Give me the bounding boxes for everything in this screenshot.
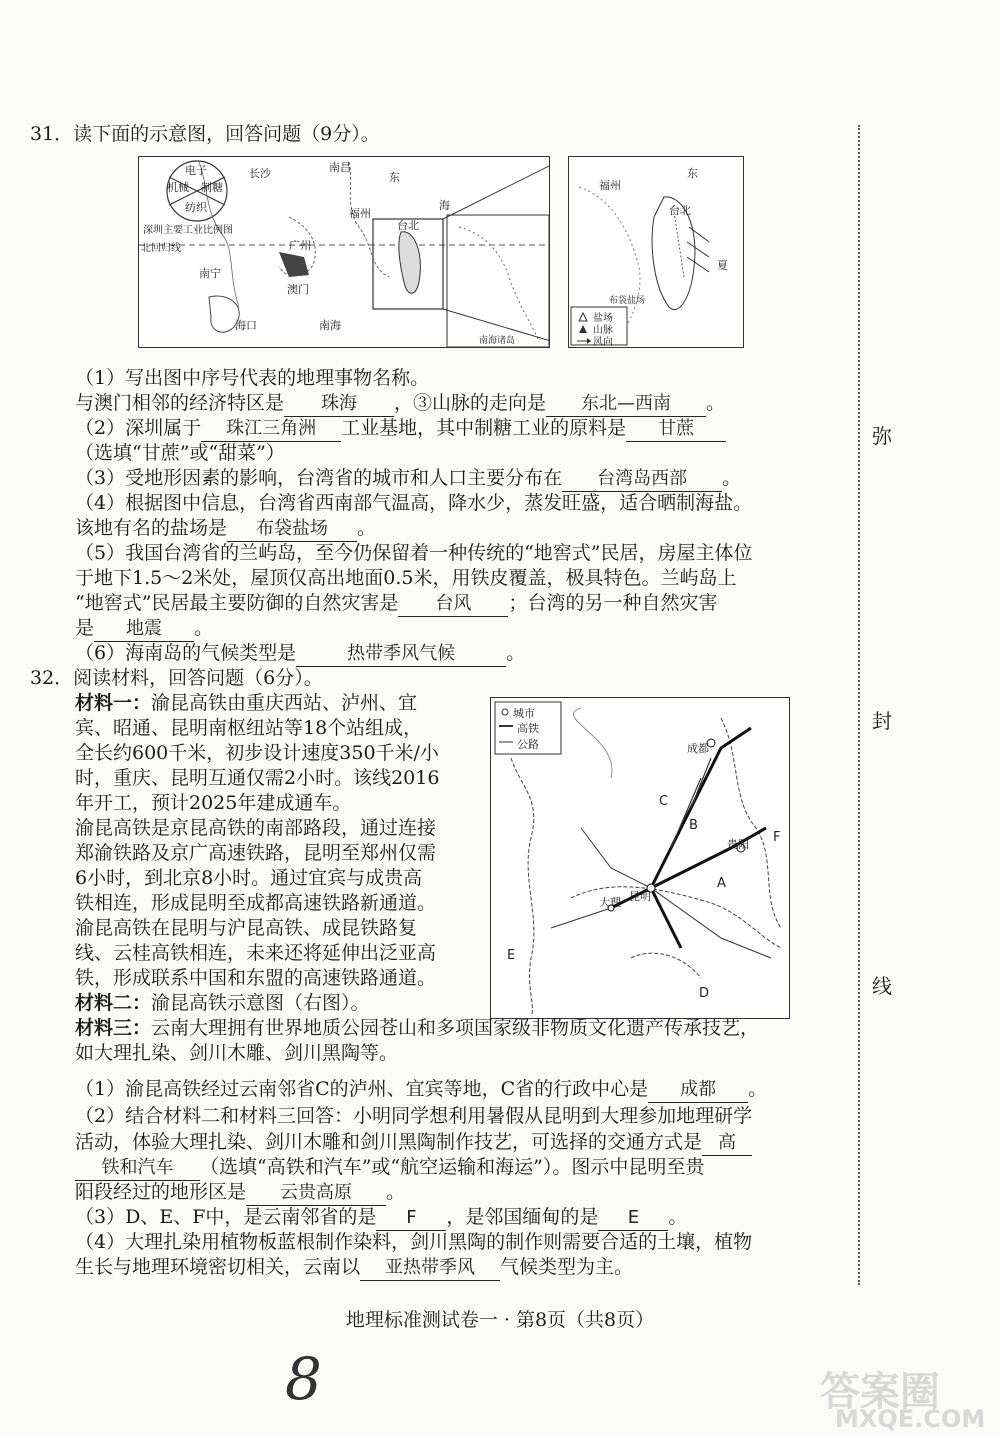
pie-label-electronics: 电子	[185, 164, 207, 177]
q31-line-8: （5）我国台湾省的兰屿岛，至今仍保留着一种传统的“地窖式”民居，房屋主体位	[75, 542, 753, 564]
period-5: 。	[506, 642, 526, 664]
q32-line-4-text: （选填“高铁和汽车”或“航空运输和海运”）。图示中昆明至贵	[200, 1156, 705, 1178]
pie-label-machinery: 机械	[167, 181, 189, 194]
watermark-logo: 答案圈	[820, 1369, 940, 1415]
q31-line-11-text: 是	[75, 617, 95, 639]
period-6: 。	[748, 1078, 768, 1100]
answer-special-zone: 珠海	[284, 392, 394, 417]
material-1-line-12: 铁，形成联系中国和东盟的高速铁路通道。	[75, 967, 437, 989]
q31-line-3	[75, 416, 726, 442]
handwritten-page-number: 8	[285, 1345, 322, 1413]
q32-line-5	[75, 1180, 405, 1206]
q32-line-8	[75, 1255, 633, 1281]
material-3	[75, 1016, 759, 1040]
answer-sugar-crop: 甘蔗	[626, 417, 726, 442]
material-1-line-7: 郑渝铁路及京广高速铁路，昆明至郑州仅需	[75, 842, 437, 864]
period-1: 。	[706, 392, 726, 414]
q32-line-2: （2）结合材料二和材料三回答：小明同学想利用暑假从昆明到大理参加地理研学	[75, 1105, 753, 1127]
q31-title: 31．读下面的示意图，回答问题（9分）。	[30, 123, 380, 145]
label-kunming: 昆明	[629, 890, 651, 903]
answer-transport-part-2: 铁和汽车	[75, 1156, 200, 1181]
q32-line-3	[75, 1130, 752, 1156]
material-1-label: 材料一：	[75, 692, 152, 714]
q32-line-6-text: （3）D、E、F中，是云南邻省的是	[75, 1206, 377, 1228]
label-dong: 东	[389, 171, 400, 184]
q31-map	[138, 156, 550, 348]
answer-landform: 云贵高原	[246, 1181, 386, 1206]
material-3-label: 材料三：	[75, 1017, 152, 1039]
period-4: 。	[194, 617, 214, 639]
inset-legend-mountain: 山脉	[593, 325, 613, 336]
label-region-e: E	[507, 948, 516, 963]
material-3-text-1: 云南大理拥有世界地质公园苍山和多项国家级非物质文化遗产传承技艺，	[151, 1017, 760, 1039]
material-1-line-1: 渝昆高铁由重庆西站、泸州、宜	[151, 692, 418, 714]
label-region-b: B	[689, 818, 698, 833]
q31-line-10	[75, 591, 717, 617]
material-1-line-8: 6小时，到北京8小时。通过宜宾与成贵高	[75, 867, 423, 889]
legend-road: 公路	[517, 738, 539, 751]
label-fuzhou: 福州	[349, 207, 371, 220]
side-char-mi: 弥	[872, 424, 892, 448]
material-1-line-10: 渝昆高铁在昆明与沪昆高铁、成昆铁路复	[75, 917, 418, 939]
material-1-line-3: 全长约600千米，初步设计速度350千米/小	[75, 742, 439, 764]
q31-line-12-text: （6）海南岛的气候类型是	[75, 642, 297, 664]
q31-line-3-text: （2）深圳属于	[75, 417, 202, 439]
label-nanning: 南宁	[199, 267, 221, 280]
label-haikou: 海口	[235, 319, 257, 332]
q31-line-6: （4）根据图中信息，台湾省西南部气温高，降水少，蒸发旺盛，适合晒制海盐。	[75, 492, 753, 514]
label-nanhai: 南海	[319, 319, 341, 332]
q31-line-12	[75, 641, 525, 667]
material-2	[75, 991, 370, 1015]
q32-line-1-text: （1）渝昆高铁经过云南邻省C的泸州、宜宾等地，C省的行政中心是	[75, 1078, 649, 1100]
period-2: 。	[722, 467, 742, 489]
pie-label-textile: 纺织	[185, 201, 207, 214]
q31-line-7	[75, 516, 376, 542]
material-2-text: 渝昆高铁示意图（右图）。	[151, 992, 370, 1014]
side-char-feng: 封	[872, 709, 892, 733]
material-2-label: 材料二：	[75, 992, 152, 1014]
period-7: 。	[386, 1181, 406, 1203]
binding-line	[858, 125, 860, 1285]
inset-label-taibei: 台北	[669, 204, 691, 217]
answer-yunnan-climate: 亚热带季风	[360, 1256, 500, 1281]
inset-label-dong: 东	[687, 167, 698, 180]
material-1-line-9: 铁相连，形成昆明至成都高速铁路新通道。	[75, 892, 437, 914]
pie-caption: 深圳主要工业比例图	[143, 225, 233, 236]
q31-line-9: 于地下1.5～2米处，屋顶仅高出地面0.5米，用铁皮覆盖，极具特色。兰屿岛上	[75, 567, 737, 589]
inset-legend-saltfield: 盐场	[593, 313, 613, 324]
watermark-url: MXQE.COM	[835, 1405, 986, 1433]
answer-transport-part-1: 高	[702, 1131, 752, 1156]
label-region-d: D	[699, 986, 710, 1001]
material-1-line-5: 年开工，预计2025年建成通车。	[75, 792, 352, 814]
label-region-f: F	[773, 830, 781, 845]
q32-m1-line-1	[75, 691, 417, 715]
inset-label-fuzhou: 福州	[599, 179, 621, 192]
page-footer: 地理标准测试卷一 · 第8页（共8页）	[345, 1309, 655, 1331]
answer-disaster-2: 地震	[94, 617, 194, 642]
label-dali: 大理	[599, 896, 621, 909]
q32-line-6-mid: ，是邻国缅甸的是	[446, 1206, 599, 1228]
q32-map	[490, 697, 790, 1019]
label-region-c: C	[659, 794, 669, 809]
q31-line-5-text: （3）受地形因素的影响，台湾省的城市和人口主要分布在	[75, 467, 563, 489]
q32-line-3-text: 活动，体验大理扎染、剑川木雕和剑川黑陶制作技艺，可选择的交通方式是	[75, 1131, 703, 1153]
label-region-a: A	[717, 876, 726, 891]
answer-disaster-1: 台风	[398, 592, 508, 617]
period-8: 。	[668, 1206, 688, 1228]
answer-salt-field: 布袋盐场	[227, 517, 357, 542]
q32-line-1	[75, 1077, 767, 1103]
answer-climate-hainan: 热带季风气候	[296, 642, 506, 667]
q32-line-5-text: 阳段经过的地形区是	[75, 1181, 247, 1203]
q31-line-4: （选填“甘蔗”或“甜菜”）	[75, 442, 285, 464]
label-nanchang: 南昌	[329, 161, 351, 174]
legend-city: 城市	[513, 707, 535, 720]
answer-neighbor-province: F	[376, 1206, 446, 1231]
answer-mountain-direction: 东北—西南	[546, 392, 706, 417]
q31-line-2-text: 与澳门相邻的经济特区是	[75, 392, 285, 414]
q32-line-8-end: 气候类型为主。	[500, 1256, 634, 1278]
material-1-line-6: 渝昆高铁是京昆高铁的南部路段，通过连接	[75, 817, 437, 839]
q31-line-3-mid: 工业基地，其中制糖工业的原料是	[341, 417, 627, 439]
answer-industrial-base: 珠江三角洲	[201, 417, 341, 442]
answer-myanmar: E	[598, 1206, 668, 1231]
label-taibei: 台北	[397, 219, 419, 232]
label-hai: 海	[439, 199, 450, 212]
material-3-text-2: 如大理扎染、剑川木雕、剑川黑陶等。	[75, 1042, 399, 1064]
label-guiyang: 贵阳	[727, 838, 749, 851]
inset-legend-wind: 风向	[593, 337, 613, 348]
side-char-xian: 线	[872, 974, 892, 998]
inset-label-xia: 夏	[717, 259, 728, 272]
label-macau: 澳门	[287, 283, 309, 296]
q32-line-7: （4）大理扎染用植物板蓝根制作染料，剑川黑陶的制作则需要合适的土壤，植物	[75, 1231, 753, 1253]
label-chengdu: 成都	[687, 742, 709, 755]
answer-taiwan-distribution: 台湾岛西部	[562, 467, 722, 492]
material-1-line-4: 时，重庆、昆明互通仅需2小时。该线2016	[75, 767, 440, 789]
legend-high-speed-rail: 高铁	[517, 722, 539, 735]
material-1-line-2: 宾、昭通、昆明南枢纽站等18个站组成，	[75, 717, 423, 739]
q31-line-5	[75, 466, 741, 492]
q31-line-10-mid: ；台湾的另一种自然灾害	[508, 592, 718, 614]
q32-line-8-text: 生长与地理环境密切相关，云南以	[75, 1256, 361, 1278]
q31-line-1: （1）写出图中序号代表的地理事物名称。	[75, 367, 430, 389]
label-guangzhou: 广州	[289, 239, 311, 252]
q32-title: 32．阅读材料，回答问题（6分）。	[30, 667, 323, 689]
pie-label-sugar: 制糖	[201, 181, 223, 194]
q31-line-10-text: “地窖式”民居最主要防御的自然灾害是	[75, 592, 399, 614]
q31-inset-map	[568, 156, 744, 348]
material-1-line-11: 线、云桂高铁相连，未来还将延伸出泛亚高	[75, 942, 437, 964]
q32-line-6	[75, 1205, 687, 1231]
period-3: 。	[357, 517, 377, 539]
q31-line-7-text: 该地有名的盐场是	[75, 517, 228, 539]
inset-label-budai: 布袋盐场	[609, 296, 646, 306]
q31-line-2	[75, 391, 725, 417]
label-changsha: 长沙	[249, 167, 271, 180]
label-south-china-sea-islands: 南海诸岛	[479, 336, 516, 346]
label-tropic-of-cancer: 北回归线	[141, 243, 181, 254]
q31-line-2-mid: ，③山脉的走向是	[394, 392, 547, 414]
answer-capital-c: 成都	[648, 1078, 748, 1103]
q32-line-4	[75, 1155, 704, 1181]
q31-line-11	[75, 616, 213, 642]
